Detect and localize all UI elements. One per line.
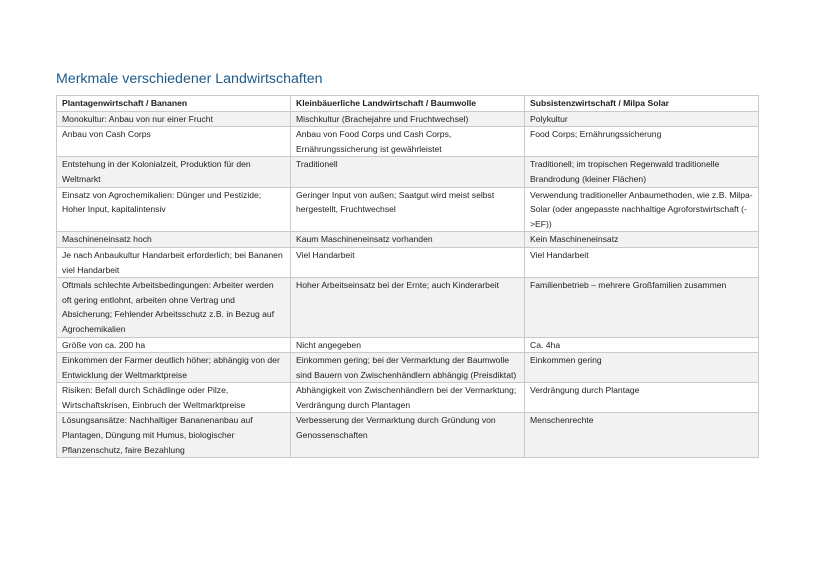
table-cell: Hoher Arbeitseinsatz bei der Ernte; auch Kinderarbeit [291, 278, 525, 337]
table-row [57, 337, 759, 353]
table-cell: Mischkultur (Brachejahre und Fruchtwechsel) [291, 111, 525, 127]
table-cell: Anbau von Cash Corps [57, 127, 291, 157]
header-subsistence: Subsistenzwirtschaft / Milpa Solar [525, 96, 759, 112]
table-cell: Verwendung traditioneller Anbaumethoden, wie z.B. Milpa-Solar (oder angepasste nachhaltige Agroforstwirtschaft (->EF)) [525, 187, 759, 232]
table-cell: Viel Handarbeit [525, 247, 759, 277]
table-cell: Familienbetrieb – mehrere Großfamilien zusammen [525, 278, 759, 337]
table-row [57, 127, 759, 157]
table-cell: Je nach Anbaukultur Handarbeit erforderlich; bei Bananen viel Handarbeit [57, 247, 291, 277]
table-cell: Verdrängung durch Plantage [525, 383, 759, 413]
table-row [57, 247, 759, 277]
table-row [57, 278, 759, 337]
table-cell: Maschineneinsatz hoch [57, 232, 291, 248]
table-cell: Einsatz von Agrochemikalien: Dünger und Pestizide; Hoher Input, kapitalintensiv [57, 187, 291, 232]
table-cell: Menschenrechte [525, 413, 759, 458]
table-row [57, 187, 759, 232]
table-cell: Anbau von Food Corps und Cash Corps, Ernährungssicherung ist gewährleistet [291, 127, 525, 157]
table-cell: Kaum Maschineneinsatz vorhanden [291, 232, 525, 248]
table-header-row [57, 96, 759, 112]
table-cell: Ca. 4ha [525, 337, 759, 353]
table-cell: Risiken: Befall durch Schädlinge oder Pilze, Wirtschaftskrisen, Einbruch der Weltmarktpreise [57, 383, 291, 413]
table-cell: Entstehung in der Kolonialzeit, Produktion für den Weltmarkt [57, 157, 291, 187]
table-cell: Polykultur [525, 111, 759, 127]
table-row [57, 157, 759, 187]
table-cell: Oftmals schlechte Arbeitsbedingungen: Arbeiter werden oft gering entlohnt, arbeiten ohne Vertrag und Absicherung; Fehlender Arbeitsschutz z.B. in Bezug auf Agrochemikalien [57, 278, 291, 337]
table-cell: Geringer Input von außen; Saatgut wird meist selbst hergestellt, Fruchtwechsel [291, 187, 525, 232]
table-cell: Einkommen gering [525, 353, 759, 383]
table-row [57, 413, 759, 458]
header-plantation: Plantagenwirtschaft / Bananen [57, 96, 291, 112]
table-cell: Einkommen gering; bei der Vermarktung der Baumwolle sind Bauern von Zwischenhändlern abhängig (Preisdiktat) [291, 353, 525, 383]
table-cell: Abhängigkeit von Zwischenhändlern bei der Vermarktung; Verdrängung durch Plantagen [291, 383, 525, 413]
table-cell: Nicht angegeben [291, 337, 525, 353]
page-title: Merkmale verschiedener Landwirtschaften [56, 71, 323, 87]
table-cell: Traditionell [291, 157, 525, 187]
table-cell: Einkommen der Farmer deutlich höher; abhängig von der Entwicklung der Weltmarktpreise [57, 353, 291, 383]
header-smallholder: Kleinbäuerliche Landwirtschaft / Baumwolle [291, 96, 525, 112]
table-cell: Viel Handarbeit [291, 247, 525, 277]
table-cell: Kein Maschineneinsatz [525, 232, 759, 248]
table-row [57, 111, 759, 127]
table-cell: Food Corps; Ernährungssicherung [525, 127, 759, 157]
table-cell: Lösungsansätze: Nachhaltiger Bananenanbau auf Plantagen, Düngung mit Humus, biologischer Pflanzenschutz, faire Bezahlung [57, 413, 291, 458]
table-cell: Monokultur: Anbau von nur einer Frucht [57, 111, 291, 127]
table-cell: Verbesserung der Vermarktung durch Gründung von Genossenschaften [291, 413, 525, 458]
table-row [57, 383, 759, 413]
table-cell: Traditionell; im tropischen Regenwald traditionelle Brandrodung (kleiner Flächen) [525, 157, 759, 187]
table-row [57, 232, 759, 248]
table-cell: Größe von ca. 200 ha [57, 337, 291, 353]
table-row [57, 353, 759, 383]
comparison-table [56, 95, 759, 458]
